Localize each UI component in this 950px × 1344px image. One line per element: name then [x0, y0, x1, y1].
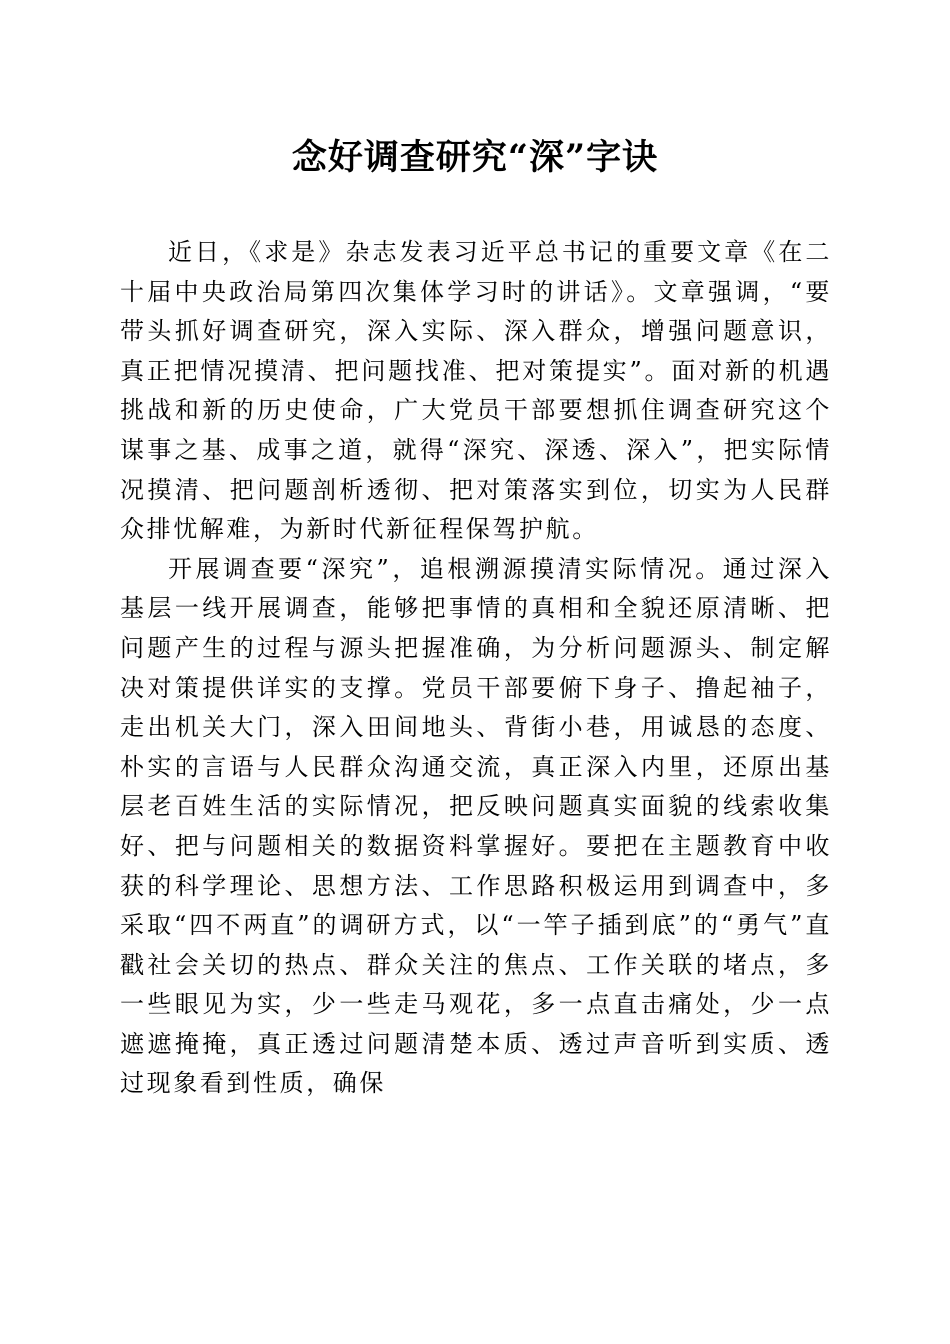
document-title: 念好调查研究“深”字诀	[291, 137, 659, 178]
document-body	[120, 233, 832, 1104]
paragraph-shenjiu: 开展调查要“深究”，追根溯源摸清实际情况。通过深入基层一线开展调查，能够把事情的真相和全貌还原清晰、把问题产生的过程与源头把握准确，为分析问题源头、制定解决对策提供详实的支撑。党员干部要俯下身子、撸起袖子，走出机关大门，深入田间地头、背街小巷，用诚恳的态度、朴实的言语与人民群众沟通交流，真正深入内里，还原出基层老百姓生活的实际情况，把反映问题真实面貌的线索收集好、把与问题相关的数据资料掌握好。要把在主题教育中收获的科学理论、思想方法、工作思路积极运用到调查中，多采取“四不两直”的调研方式，以“一竿子插到底”的“勇气”直戳社会关切的热点、群众关注的焦点、工作关联的堵点，多一些眼见为实，少一些走马观花，多一点直击痛处，少一点遮遮掩掩，真正透过问题清楚本质、透过声音听到实质、透过现象看到性质，确保	[120, 554, 832, 1098]
paragraph-intro: 近日，《求是》杂志发表习近平总书记的重要文章《在二十届中央政治局第四次集体学习时的讲话》。文章强调，“要带头抓好调查研究，深入实际、深入群众，增强问题意识，真正把情况摸清、把问题找准、把对策提实”。面对新的机遇挑战和新的历史使命，广大党员干部要想抓住调查研究这个谋事之基、成事之道，就得“深究、深透、深入”，把实际情况摸清、把问题剖析透彻、把对策落实到位，切实为人民群众排忧解难，为新时代新征程保驾护航。	[120, 238, 832, 544]
